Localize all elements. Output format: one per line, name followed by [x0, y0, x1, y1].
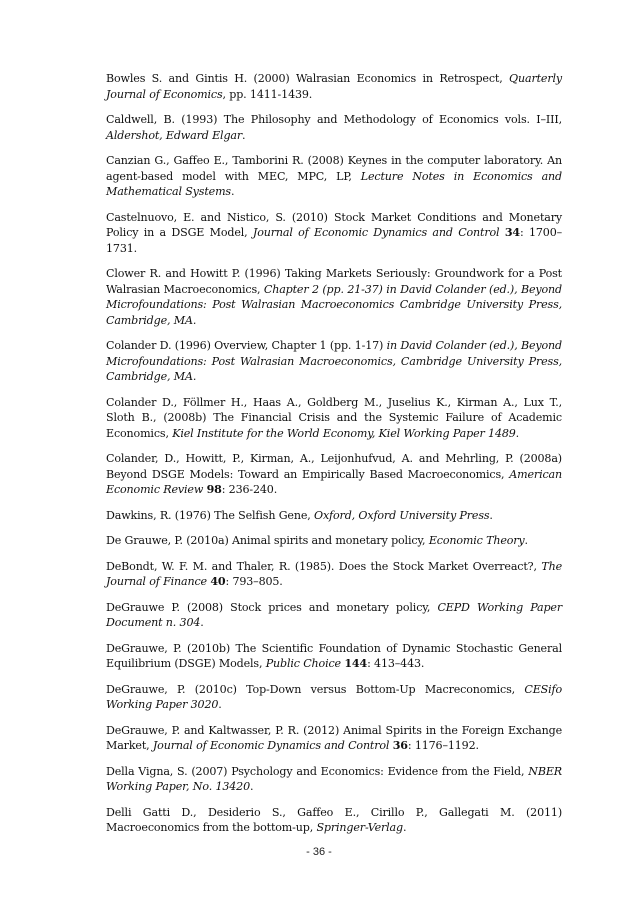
- reference-text: .: [524, 534, 528, 547]
- reference-source: Chapter 2 (pp. 21-37) in David Colander (ed.), Beyond Microfoundations: Post Walrasian Macroeconomics Cambridge University Press, Cambridge, MA.: [106, 282, 562, 327]
- reference-text: Colander, D., Howitt, P., Kirman, A., Leijonhufvud, A. and Mehrling, P. (2008a) Beyond DSGE Models: Toward an Empirically Based Macroeconomics,: [106, 452, 562, 481]
- reference-list: [106, 71, 562, 846]
- reference-source: Aldershot, Edward Elgar: [106, 128, 243, 142]
- reference-volume: 144: [344, 657, 368, 670]
- reference-entry: [106, 723, 562, 754]
- reference-entry: [106, 395, 562, 442]
- reference-text: : 1176–1192.: [407, 739, 479, 752]
- reference-entry: [106, 153, 562, 200]
- reference-entry: [106, 600, 562, 631]
- reference-source: NBER Working Paper, No. 13420: [106, 764, 562, 793]
- reference-text: DeGrauwe, P. (2010b) The Scientific Foundation of Dynamic Stochastic General Equilibrium (DSGE) Models,: [106, 641, 562, 670]
- reference-source: Oxford, Oxford University Press: [314, 508, 490, 522]
- reference-source: CESifo Working Paper 3020: [106, 682, 562, 711]
- reference-entry: [106, 338, 562, 385]
- reference-text: De Grauwe, P. (2010a) Animal spirits and monetary policy,: [106, 534, 429, 547]
- reference-source: Public Choice: [265, 657, 341, 670]
- reference-text: Colander D., Föllmer H., Haas A., Goldberg M., Juselius K., Kirman A., Lux T., Sloth B., (2008b) The Financial Crisis and the Systemic Failure of Academic Economics,: [106, 395, 562, 440]
- reference-entry: [106, 764, 562, 795]
- reference-source: American Economic Review: [106, 467, 562, 496]
- reference-entry: [106, 559, 562, 590]
- reference-text: Dawkins, R. (1976) The Selfish Gene,: [106, 508, 314, 522]
- reference-source: Economic Theory: [428, 534, 525, 547]
- reference-text: .: [250, 780, 254, 793]
- reference-volume: 34: [504, 226, 520, 239]
- reference-source: The Journal of Finance: [106, 559, 562, 588]
- reference-text: Della Vigna, S. (2007) Psychology and Economics: Evidence from the Field,: [106, 764, 529, 778]
- reference-text: Clower R. and Howitt P. (1996) Taking Markets Seriously: Groundwork for a Post Walrasian Macroeconomics,: [106, 267, 562, 296]
- reference-volume: 40: [210, 575, 226, 588]
- reference-entry: [106, 805, 562, 836]
- reference-source: Journal of Economic Dynamics and Control: [252, 226, 500, 239]
- reference-volume: 98: [206, 483, 222, 496]
- reference-text: Caldwell, B. (1993) The Philosophy and Methodology of Economics vols. I–III,: [106, 113, 562, 126]
- reference-text: Canzian G., Gaffeo E., Tamborini R. (2008) Keynes in the computer laboratory. An agent-based model with MEC, MPC, LP,: [106, 154, 562, 183]
- reference-text: .: [489, 508, 493, 522]
- reference-text: : 236-240.: [221, 483, 278, 496]
- reference-source: Kiel Institute for the World Economy, Kiel Working Paper 1489: [172, 426, 516, 440]
- reference-text: Delli Gatti D., Desiderio S., Gaffeo E., Cirillo P., Gallegati M. (2011) Macroeconomics from the bottom-up,: [106, 805, 562, 834]
- reference-text: : 413–443.: [367, 657, 425, 670]
- reference-text: : 1700–1731.: [106, 226, 563, 255]
- page-number: - 36 -: [306, 846, 332, 858]
- reference-entry: [106, 451, 562, 498]
- reference-text: , pp. 1411-1439.: [222, 87, 313, 101]
- reference-source: Journal of Economic Dynamics and Control: [152, 739, 390, 752]
- reference-text: Colander D. (1996) Overview, Chapter 1 (pp. 1-17): [106, 339, 387, 352]
- reference-entry: [106, 210, 562, 257]
- reference-volume: 36: [392, 739, 408, 752]
- reference-source: in David Colander (ed.), Beyond Microfoundations: Post Walrasian Macroeconomics, Cambridge University Press, Cambridge, MA.: [106, 339, 562, 383]
- reference-source: Springer-Verlag: [316, 821, 403, 834]
- reference-entry: [106, 71, 562, 102]
- reference-entry: [106, 682, 562, 713]
- reference-source: Lecture Notes in Economics and Mathematical Systems: [106, 169, 562, 198]
- reference-text: DeBondt, W. F. M. and Thaler, R. (1985). Does the Stock Market Overreact?,: [106, 559, 542, 573]
- reference-text: .: [200, 616, 204, 629]
- reference-source: Quarterly Journal of Economics: [106, 72, 562, 101]
- reference-text: .: [242, 128, 246, 142]
- reference-text: .: [402, 821, 407, 834]
- reference-text: .: [515, 426, 520, 440]
- reference-text: .: [218, 698, 222, 711]
- reference-text: : 793–805.: [225, 575, 283, 588]
- reference-entry: [106, 112, 562, 143]
- reference-text: DeGrauwe, P. and Kaltwasser, P. R. (2012) Animal Spirits in the Foreign Exchange Market,: [106, 723, 562, 752]
- reference-text: .: [230, 185, 235, 198]
- reference-text: DeGrauwe, P. (2010c) Top-Down versus Bottom-Up Macreconomics,: [106, 682, 525, 696]
- reference-entry: [106, 533, 562, 549]
- reference-entry: [106, 641, 562, 672]
- reference-entry: [106, 266, 562, 328]
- reference-source: CEPD Working Paper Document n. 304: [106, 600, 562, 629]
- reference-text: DeGrauwe P. (2008) Stock prices and monetary policy,: [106, 600, 438, 614]
- reference-text: Castelnuovo, E. and Nistico, S. (2010) Stock Market Conditions and Monetary Policy in a DSGE Model,: [106, 210, 562, 239]
- reference-text: Bowles S. and Gintis H. (2000) Walrasian Economics in Retrospect,: [106, 72, 510, 85]
- reference-entry: [106, 508, 562, 524]
